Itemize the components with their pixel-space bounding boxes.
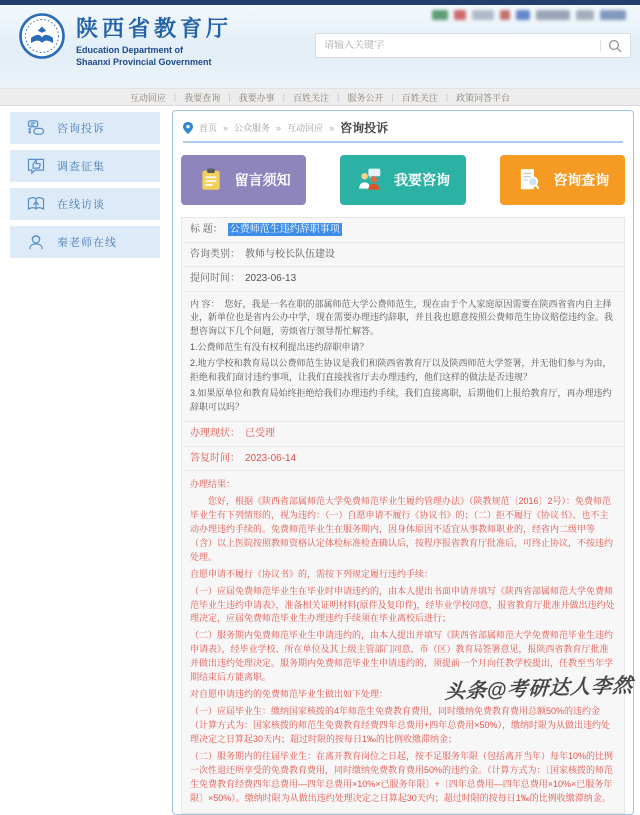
field-row-status: 办理现状： 已受理 xyxy=(182,422,624,447)
field-row-ask-time: 提问时间： 2023-06-13 xyxy=(182,267,624,292)
seal-emblem-icon xyxy=(18,12,66,60)
result-paragraph: 您好，根据《陕西省部属师范大学免费师范毕业生履约管理办法》（陕教规范〔2016〕2号）：免费师范毕业生有下列情形的，视为违约：（一）自愿申请不履行《协议书》的；（二）拒不履行《协议书》、也不主动办理违约手续的。免费师范毕业生在服务期内，因身体原因不适宜从事教师职业的，经省内二级甲等（含）以上医院按照教师资格认定体检标准检查确认后，按程序报省教育厅批准后，可终止协议，不按违约处理。 xyxy=(190,495,614,562)
result-paragraph: 对自愿申请违约的免费师范毕业生做出如下处理： xyxy=(190,689,389,700)
breadcrumb-public-services[interactable]: 公众服务 xyxy=(234,123,271,133)
person-online-icon xyxy=(26,232,46,252)
action-buttons xyxy=(173,143,633,215)
field-row-title: 标 题： 公费师范生违约辞职事项 xyxy=(182,218,624,243)
nav-item-policy-qa[interactable]: 政策问答平台 xyxy=(456,92,511,103)
blurred-widget xyxy=(600,10,626,20)
sidebar-item-consult-complaints[interactable]: 咨询投诉 xyxy=(10,112,160,144)
status-badge: 已受理 xyxy=(245,428,275,439)
nav-item-public-focus[interactable]: 百姓关注 xyxy=(292,92,329,103)
notepad-icon xyxy=(197,167,225,193)
i-want-to-consult-button[interactable]: 我要咨询 xyxy=(340,155,465,205)
content-question-2: 2.地方学校和教育局以公费师范生协议是我们和陕西省教育厅以及陕西师范大学签署，并无他们参与为由，拒绝和我们商讨违约事项，让我们直接找省厅去办理违约，他们这样的做法是否违规？ xyxy=(190,358,612,383)
search-icon[interactable] xyxy=(608,39,622,53)
doc-magnifier-icon xyxy=(515,167,543,193)
title-value-highlighted: 公费师范生违约辞职事项 xyxy=(229,224,340,235)
sidebar-item-survey-collection[interactable]: 调查征集 xyxy=(10,150,160,182)
field-row-category: 咨询类别： 教师与校长队伍建设 xyxy=(182,243,624,268)
blurred-widget xyxy=(500,10,510,20)
detail-table xyxy=(181,217,625,814)
search-divider xyxy=(600,40,601,52)
sidebar-item-online-interview[interactable]: 在线访谈 xyxy=(10,188,160,220)
message-notice-button[interactable]: 留言须知 xyxy=(181,155,306,205)
result-paragraph: （二）服务期内免费师范毕业生申请违约的，由本人提出并填写《陕西省部属师范大学免费师范毕业生违约申请表》，经毕业学校、所在单位及其上级主管部门同意，市（区）教育局签署意见，报陕西省教育厅批准并做出违约处理决定。服务期内免费师范毕业生申请违约的，须提前一个月向任教学校提出，任教至当年学期结束后方能离职。 xyxy=(190,630,614,683)
breadcrumb-home[interactable]: 首页 xyxy=(199,123,218,133)
chat-bubbles-icon xyxy=(26,118,46,138)
content-panel xyxy=(172,110,634,815)
result-paragraph: （一）应届免费师范毕业生在毕业时申请违约的，由本人提出书面申请并填写《陕西省部属师范大学免费师范毕业生违约申请表》，准备相关证明材料(原件及复印件)，经毕业学校同意，报省教育厅批准并做出违约处理决定，应届免费师范毕业生办理违约手续须在毕业离校后进行； xyxy=(190,585,615,624)
people-chat-icon xyxy=(356,167,384,193)
blurred-widget xyxy=(454,10,466,20)
nav-item-services[interactable]: 我要办事 xyxy=(238,92,275,103)
location-pin-icon xyxy=(183,122,193,134)
blurred-widget xyxy=(516,10,530,20)
consult-query-button[interactable]: 咨询查询 xyxy=(500,155,625,205)
nav-item-public-focus-2[interactable]: 百姓关注 xyxy=(401,92,438,103)
site-title: 陕西省教育厅 xyxy=(76,16,233,41)
site-logo-block xyxy=(18,12,232,68)
open-book-icon xyxy=(26,194,46,214)
thumbs-up-icon xyxy=(26,156,46,176)
site-subtitle: Education Department of Shaanxi Provincial Government xyxy=(76,45,212,67)
breadcrumb: 首页 » 公众服务 » 互动回应 » 咨询投诉 xyxy=(183,119,623,143)
sidebar-item-teacher-qin-online[interactable]: 秦老师在线 xyxy=(10,226,160,258)
content-question-3: 3.如果原单位和教育局始终拒绝给我们办理违约手续，我们直接离职，后期他们上报给教育厅，再办理违约辞职可以吗？ xyxy=(190,388,612,413)
result-paragraph: （一）应届毕业生：缴纳国家核拨的4年师范生免费教育费用，同时缴纳免费教育费用总额50%的违约金（计算方式为：国家核拨的师范生免费教育经费四年总费用+四年总费用×50%），缴纳时限为从做出违约处理决定之日算起30天内；超过时限的按每日1‰的比例收缴滞纳金； xyxy=(190,706,611,744)
content-question-1: 1.公费师范生有没有权利提出违约辞职申请？ xyxy=(190,342,369,353)
field-row-result: 办理结果： 您好，根据《陕西省部属师范大学免费师范毕业生履约管理办法》（陕教规范〔2016〕2号）：免费师范毕业生有下列情形的，视为违约：（一）自愿申请不履行《协议书》的；（二）拒不履行《协议书》、也不主动办理违约手续的。免费师范毕业生在服务期内，因身体原因不适宜从事教师职业的，经省内二级甲等（含）以上医院按照教师资格认定体检标准检查确认后，按程序报省教育厅批准后，可终止协议，不按违约处理。 自愿申请不履行《协议书》的，需按下列规定履行违约手续： （一）应届免费师范毕业生在毕业时申请违约的，由本人提出书面申请并填写《陕西省部属师范大学免费师范毕业生违约申请表》，准备相关证明材料(原件及复印件)，经毕业学校同意，报省教育厅批准并做出违约处理决定，应届免费师范毕业生办理违约手续须在毕业离校后进行； （二）服务期内免费师范毕业生申请违约的，由本人提出并填写《陕西省部属师范大学免费师范毕业生违约申请表》，经毕业学校、所在单位及其上级主管部门同意，市（区）教育局签署意见，报陕西省教育厅批准并做出违约处理决定。服务期内免费师范毕业生申请违约的，须提前一个月向任教学校提出，任教至当年学期结束后方能离职。 对自愿申请违约的免费师范毕业生做出如下处理： （一）应届毕业生：缴纳国家核拨的4年师范生免费教育费用，同时缴纳免费教育费用总额50%的违约金（计算方式为：国家核拨的师范生免费教育经费四年总费用+四年总费用×50%），缴纳时限为从做出违约处理决定之日算起30天内；超过时限的按每日1‰的比例收缴滞纳金； （二）服务期内的往届毕业生：在离开教育岗位之日起，按不足服务年限（包括离开当年）每年10%的比例一次性退还所享受的免费教育费用，同时缴纳免费教育费用50%的违约金。（计算方式为：〔国家核拨的师范生免费教育经费四年总费用—四年总费用×10%×已服务年限〕+〔四年总费用—四年总费用×10%×已服务年限〕×50%）。缴纳时限为从做出违约处理决定之日算起30天内；超过时限的按每日1‰的比例收缴滞纳金。 xyxy=(182,471,624,813)
sidebar xyxy=(10,112,160,264)
nav-item-query[interactable]: 我要查询 xyxy=(184,92,221,103)
blurred-widget xyxy=(576,10,594,20)
top-nav: 互动回应 | 我要查询 | 我要办事 | 百姓关注 | 服务公开 | 百姓关注 | 政策问答平台 xyxy=(0,88,640,106)
blurred-widget xyxy=(472,10,494,20)
field-row-reply-time: 答复时间： 2023-06-14 xyxy=(182,447,624,472)
blurred-widget xyxy=(432,10,448,20)
site-header xyxy=(0,5,640,88)
nav-item-service-disclosure[interactable]: 服务公开 xyxy=(347,92,384,103)
result-paragraph: （二）服务期内的往届毕业生：在离开教育岗位之日起，按不足服务年限（包括离开当年）每年10%的比例一次性退还所享受的免费教育费用，同时缴纳免费教育费用50%的违约金。（计算方式为：〔国家核拨的师范生免费教育经费四年总费用—四年总费用×10%×已服务年限〕+〔四年总费用—四年总费用×10%×已服务年限〕×50%）。缴纳时限为从做出违约处理决定之日算起30天内；超过时限的按每日1‰的比例收缴滞纳金。 xyxy=(190,750,614,803)
result-paragraph: 自愿申请不履行《协议书》的，需按下列规定履行违约手续： xyxy=(190,568,434,579)
breadcrumb-current: 咨询投诉 xyxy=(340,121,389,135)
blurred-widget xyxy=(536,10,570,20)
breadcrumb-interaction[interactable]: 互动回应 xyxy=(287,123,324,133)
browser-toolbar-artifacts xyxy=(432,10,626,20)
search-input[interactable] xyxy=(324,40,600,51)
field-row-content: 内 容： 您好，我是一名在职的部属师范大学公费师范生，现在由于个人家庭原因需要在陕西省省内自主择业，新单位也是省内公办中学，现在需要办理违约辞职，并且我也愿意按照公费师范生协议赔偿违约金。我想咨询以下几个问题，劳烦省厅领导帮忙解答。 1.公费师范生有没有权利提出违约辞职申请？ 2.地方学校和教育局以公费师范生协议是我们和陕西省教育厅以及陕西师范大学签署，并无他们参与为由，拒绝和我们商讨违约事项，让我们直接找省厅去办理违约，他们这样的做法是否违规？ 3.如果原单位和教育局始终拒绝给我们办理违约手续，我们直接离职，后期他们上报给教育厅，再办理违约辞职可以吗？ xyxy=(182,292,624,423)
watermark: 头条@考研达人李然 xyxy=(444,674,635,704)
nav-item-interaction[interactable]: 互动回应 xyxy=(129,92,166,103)
search-box[interactable] xyxy=(315,33,631,58)
